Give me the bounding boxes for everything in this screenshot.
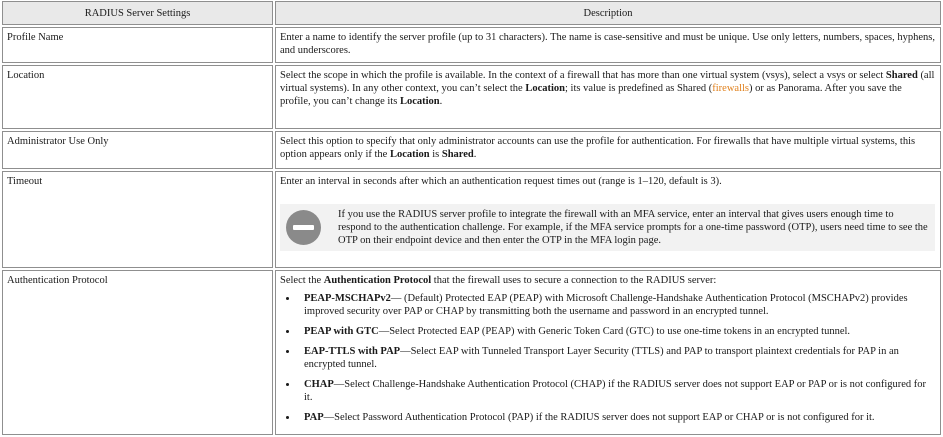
protocol-text: —Select EAP with Tunneled Transport Layer Security (TTLS) and PAP to transport plaintext credentials for PAP in an encrypted tunnel. [304, 346, 899, 370]
table-row-admin-use [2, 131, 941, 169]
table-row-timeout [2, 171, 941, 268]
table-row-auth-protocol [2, 270, 941, 435]
protocol-text: —Select Protected EAP (PEAP) with Generic Token Card (GTC) to use one-time tokens in an encrypted tunnel. [378, 326, 851, 337]
desc-bold: Shared [885, 70, 918, 81]
list-item [298, 378, 935, 404]
desc-text: ) or as Panorama. After you save the profile, you can’t change its [280, 83, 902, 107]
setting-label: Timeout [2, 171, 273, 268]
list-item [298, 325, 935, 338]
desc-text: . [473, 149, 477, 160]
desc-text: Select this option to specify that only administrator accounts can use the profile for authentication. For firewalls that have multiple virtual systems, this option appears only if the [280, 136, 916, 160]
list-item [298, 292, 935, 318]
table-row-location [2, 65, 941, 129]
protocol-text: —Select Challenge-Handshake Authentication Protocol (CHAP) if the RADIUS server does not support EAP or PAP or is not configured for it. [304, 379, 927, 403]
setting-label: Location [2, 65, 273, 129]
desc-bold: Authentication Protocol [323, 275, 432, 286]
desc-bold: Shared [441, 149, 474, 160]
desc-text: Select the [280, 275, 324, 286]
protocol-text: — (Default) Protected EAP (PEAP) with Microsoft Challenge-Handshake Authentication Protocol (MSCHAPv2) provides improved security over PAP or CHAP by transmitting both the username and password in an encrypted tunnel. [304, 293, 908, 317]
protocol-name: EAP-TTLS with PAP [304, 346, 401, 357]
desc-text: that the firewall uses to secure a connection to the RADIUS server: [431, 275, 717, 286]
header-description: Description [275, 1, 941, 25]
firewalls-link[interactable]: firewalls [712, 83, 749, 94]
protocol-text: —Select Password Authentication Protocol (PAP) if the RADIUS server does not support EAP or CHAP or is not configured for it. [323, 412, 875, 423]
setting-description [275, 65, 941, 129]
protocol-name: PAP [304, 412, 324, 423]
setting-description [275, 270, 941, 435]
desc-text: (all virtual systems). In any other context, you can’t select the [280, 70, 935, 94]
header-row [2, 1, 941, 25]
desc-bold: Location [389, 149, 430, 160]
setting-label: Profile Name [2, 27, 273, 63]
desc-bold: Location [399, 96, 440, 107]
minus-circle-icon [286, 210, 321, 245]
setting-description [275, 171, 941, 268]
setting-description: Enter a name to identify the server profile (up to 31 characters). The name is case-sensitive and must be unique. Use only letters, numbers, spaces, hyphens, and underscores. [275, 27, 941, 63]
note-text: If you use the RADIUS server profile to integrate the firewall with an MFA service, enter an interval that gives users enough time to respond to the authentication challenge. For example, if the MFA service prompts for a one-time password (OTP), users need time to see the OTP on their endpoint device and then enter the OTP in the MFA login page. [338, 209, 928, 246]
table-row-profile-name [2, 27, 941, 63]
setting-label: Administrator Use Only [2, 131, 273, 169]
desc-bold: Location [525, 83, 565, 94]
mfa-note [280, 204, 935, 251]
desc-text: ; its value is predefined as Shared ( [565, 83, 713, 94]
header-setting: RADIUS Server Settings [2, 1, 273, 25]
protocol-list [280, 292, 935, 424]
timeout-desc: Enter an interval in seconds after which an authentication request times out (range is 1–120, default is 3). [280, 176, 722, 187]
protocol-name: PEAP with GTC [304, 326, 379, 337]
desc-text: . [439, 96, 443, 107]
setting-description [275, 131, 941, 169]
list-item [298, 411, 935, 424]
desc-text: Select the scope in which the profile is available. In the context of a firewall that has more than one virtual system (vsys), select a vsys or select [280, 70, 886, 81]
setting-label: Authentication Protocol [2, 270, 273, 435]
auth-intro [280, 274, 935, 287]
protocol-name: CHAP [304, 379, 334, 390]
list-item [298, 345, 935, 371]
protocol-name: PEAP-MSCHAPv2 [304, 293, 391, 304]
desc-text: is [429, 149, 442, 160]
